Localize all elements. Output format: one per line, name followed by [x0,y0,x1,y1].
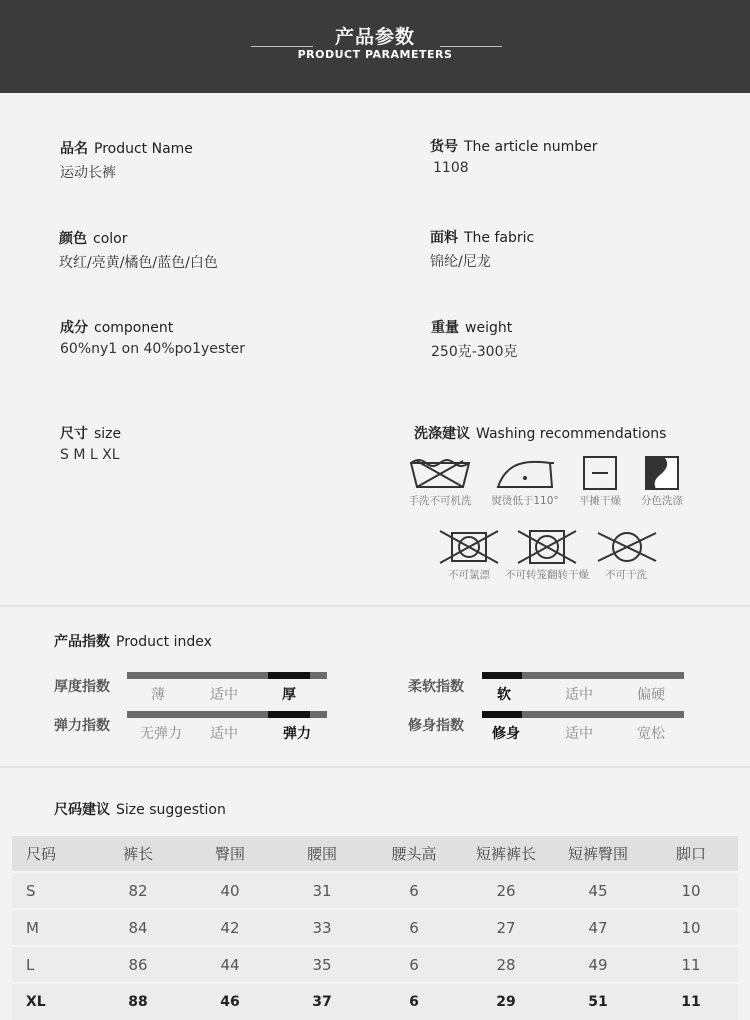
param-label-cn: 品名 [60,141,88,157]
header-line-right [440,46,502,47]
index-option: 适中 [565,687,593,703]
wash-caption: 不可干洗 [605,569,647,581]
size-col-header: 短裤裤长 [460,836,552,872]
wash-caption: 手洗不可机洗 [408,495,472,507]
table-row [12,872,738,909]
param-size [60,423,121,463]
param-weight [431,317,518,361]
index-bar [482,711,684,718]
parameters-section [0,93,750,606]
index-bar [482,672,684,679]
wash-caption: 熨烫低于110° [491,495,559,507]
param-value: S M L XL [60,447,120,463]
table-cell: 11 [644,946,738,983]
product-index-title-cn: 产品指数 [54,634,110,650]
index-option: 适中 [210,726,238,742]
index-row-softness [408,672,688,702]
table-cell: 45 [552,872,644,909]
table-cell: 46 [184,983,276,1020]
table-cell: 42 [184,909,276,946]
washing-label-cn: 洗涤建议 [414,426,470,442]
index-bar-marker [268,711,310,718]
size-suggestion-title [54,799,226,819]
index-option: 适中 [565,726,593,742]
size-col-header: 腰围 [276,836,368,872]
param-component [60,317,245,357]
param-label-en: color [93,231,128,247]
table-cell: 6 [368,946,460,983]
no-dry-clean-icon [596,529,656,582]
param-value: 运动长裤 [60,165,116,181]
table-row [12,946,738,983]
header-banner [0,0,750,93]
size-suggestion-title-en: Size suggestion [116,802,226,818]
table-cell: 6 [368,983,460,1020]
table-cell: 82 [92,872,184,909]
size-table-header [12,836,738,872]
size-suggestion-section [0,768,750,1013]
section-divider [0,605,750,607]
table-cell: 40 [184,872,276,909]
table-cell: 27 [460,909,552,946]
table-cell: 31 [276,872,368,909]
param-label-cn: 货号 [430,139,458,155]
separate-wash-icon [632,455,692,508]
param-label-cn: 面料 [430,230,458,246]
param-label-cn: 重量 [431,320,459,336]
index-option: 适中 [210,687,238,703]
table-cell: 6 [368,872,460,909]
param-label-cn: 成分 [60,320,88,336]
size-col-header: 尺码 [12,836,92,872]
wash-caption: 平摊干燥 [579,495,621,507]
index-bar-marker [482,672,522,679]
table-cell: 11 [644,983,738,1020]
index-option: 薄 [151,687,165,703]
table-cell: 37 [276,983,368,1020]
table-cell: 26 [460,872,552,909]
param-color [59,228,218,272]
iron-icon [482,455,568,508]
size-suggestion-title-cn: 尺码建议 [54,802,110,818]
index-label: 厚度指数 [54,679,110,695]
wash-caption: 分色洗涤 [641,495,683,507]
param-label-en: Product Name [94,141,193,157]
table-cell: 35 [276,946,368,983]
table-row [12,983,738,1020]
table-cell: M [12,909,92,946]
param-article-number [430,136,598,176]
table-cell: 84 [92,909,184,946]
param-product-name [60,138,193,182]
table-cell: S [12,872,92,909]
index-label: 弹力指数 [54,718,110,734]
size-col-header: 短裤臀围 [552,836,644,872]
product-index-title [54,631,212,651]
index-label: 修身指数 [408,718,464,734]
hand-wash-icon [400,455,480,508]
table-cell: 29 [460,983,552,1020]
index-row-thickness [54,672,334,702]
table-cell: 28 [460,946,552,983]
index-bar [127,672,327,679]
param-value: 锦纶/尼龙 [430,254,491,270]
param-label-en: The article number [464,139,598,155]
table-cell: 6 [368,909,460,946]
index-row-fit [408,711,688,741]
param-label-en: weight [465,320,513,336]
table-cell: XL [12,983,92,1020]
index-option: 无弹力 [140,726,182,742]
index-option-selected: 厚 [282,687,296,703]
table-cell: 44 [184,946,276,983]
param-label-en: size [94,426,122,442]
table-cell: 10 [644,872,738,909]
washing-label-en: Washing recommendations [476,426,667,442]
index-label: 柔软指数 [408,679,464,695]
param-value: 60%ny1 on 40%po1yester [60,341,246,357]
table-cell: 47 [552,909,644,946]
size-col-header: 裤长 [92,836,184,872]
flat-dry-icon [572,455,628,508]
param-value: 1108 [433,160,469,176]
index-bar [127,711,327,718]
size-col-header: 脚口 [644,836,738,872]
table-row [12,909,738,946]
param-label-cn: 颜色 [59,231,87,247]
param-label-en: component [94,320,174,336]
param-label-cn: 尺寸 [60,426,88,442]
index-option: 偏硬 [637,687,665,703]
size-table [12,836,738,1020]
index-option: 宽松 [637,726,665,742]
table-cell: 33 [276,909,368,946]
size-col-header: 腰头高 [368,836,460,872]
wash-caption: 不可转笼翻转干燥 [505,569,589,581]
param-label-en: The fabric [464,230,535,246]
product-index-section [0,608,750,766]
param-fabric [430,227,534,271]
no-bleach-icon [436,529,502,582]
size-col-header: 臀围 [184,836,276,872]
table-cell: 51 [552,983,644,1020]
product-index-title-en: Product index [116,634,212,650]
washing-recommendations [414,423,666,443]
index-bar-marker [482,711,522,718]
table-cell: 88 [92,983,184,1020]
index-option-selected: 软 [497,687,511,703]
table-cell: 49 [552,946,644,983]
index-option-selected: 弹力 [283,726,311,742]
table-cell: 10 [644,909,738,946]
page-title: 产品参数 [334,26,415,48]
wash-caption: 不可氯漂 [448,569,490,581]
index-row-elasticity [54,711,334,741]
table-cell: L [12,946,92,983]
no-tumble-dry-icon [496,529,598,582]
table-cell: 86 [92,946,184,983]
index-bar-marker [268,672,310,679]
page-subtitle: PRODUCT PARAMETERS [297,48,453,61]
index-option-selected: 修身 [492,726,520,742]
param-value: 250克-300克 [431,344,518,360]
param-value: 玫红/亮黄/橘色/蓝色/白色 [59,255,218,271]
